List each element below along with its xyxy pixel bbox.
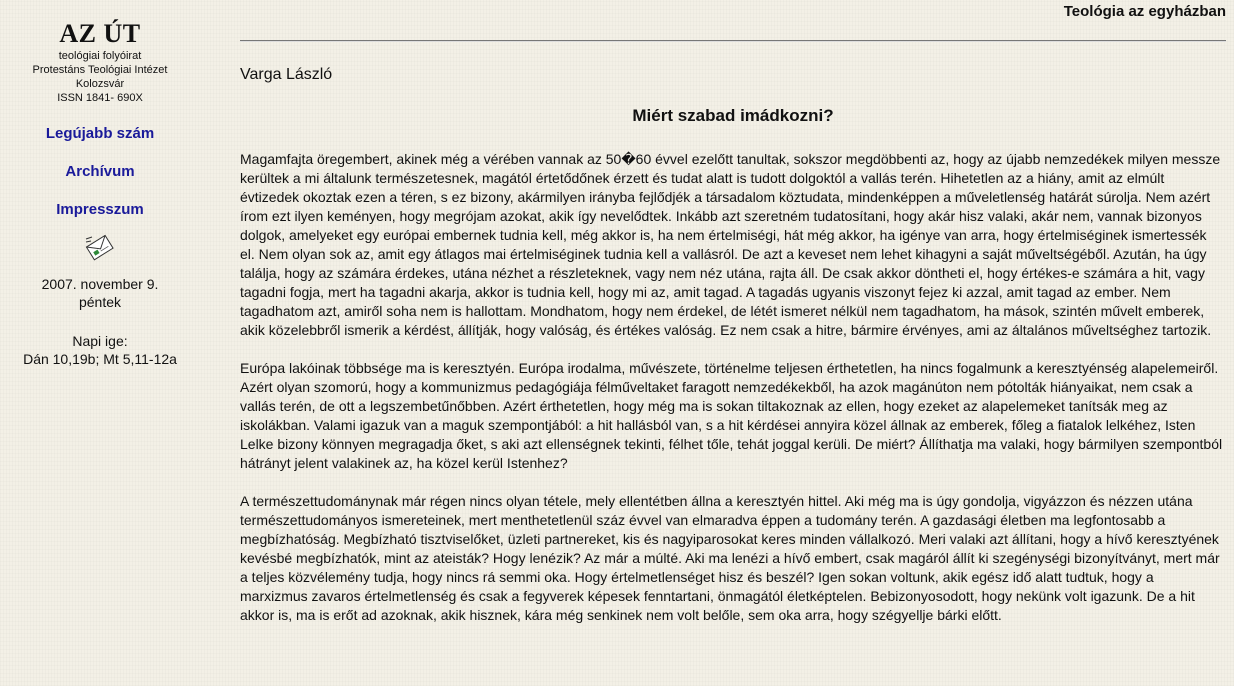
weekday-text: péntek [78, 294, 122, 310]
subtitle-issn: ISSN 1841- 690X [57, 92, 143, 104]
section-title: Teológia az egyházban [1063, 3, 1226, 20]
nav-archive[interactable]: Archívum [65, 163, 135, 180]
header-divider [240, 40, 1226, 42]
article-paragraph: Európa lakóinak többsége ma is keresztyén. Európa irodalma, művészete, történelme teljesen érthetetlen, ha nincs fogalmunk a keresztyénség alapelemeiről. Azért olyan szomorú, hogy a kommunizmus pedagógiája félműveltaket faragott nemzedékekből, ha azok magánúton nem pótolták hiányaikat, nem csak a vallás terén, de ott a legszembetűnőbben. Azért érthetetlen, hogy még ma is sokan tiltakoznak az ellen, hogy ezeket az alapelemeket tanítsák meg az iskolákban. Valami igazuk van a maguk szempontjából: a hit hallásból van, s a hit kérdései annyira közel állnak az emberek, főleg a fiatalok lelkéhez, Isten Lelke bizony könnyen megragadja őket, s aki azt ellenségnek tekinti, félhet tőle, tehát joggal kerüli. De miért? Állíthatja ma valaki, hogy bármilyen szempontból hátrányt jelent valakinek az, ha közel kerül Istenhez? [240, 360, 1223, 471]
mail-envelope-icon[interactable] [83, 231, 117, 263]
article-body [240, 150, 1224, 644]
date-block [0, 275, 200, 311]
daily-verse [0, 332, 200, 368]
article-paragraph: Magamfajta öregembert, akinek még a vérében vannak az 50�60 évvel ezelőtt tanultak, sokszor megdöbbenti az, hogy az újabb nemzedékek milyen messze kerültek a mi általunk természetesnek, magától értetődőnek érzett és tudat alatt is tudott dolgoktól a vallás terén. Hihetetlen az a hiány, amit az elmúlt évtizedek okoztak ezen a téren, s ez bizony, akármilyen irányba fejlődjék a társadalom köztudata, mindenképpen a műveletlenség határát súrolja. Nem azért írom ezt ilyen keményen, hogy megrójam azokat, akik így nevelődtek. Inkább azt szeretném tudatosítani, hogy akár hisz valaki, akár nem, vannak bizonyos dolgok, amelyeket egy európai embernek tudnia kell, még akkor is, ha nem értelmiségi, hát még akkor, ha igénye van arra, hogy értelmiséginek ismertessék el. Nem olyan sok az, amit egy átlagos mai értelmiséginek tudnia kell a vallásról. De azt a keveset nem lehet kihagyni a saját műveltségéből. Azután, ha úgy találja, hogy az számára érdekes, utána nézhet a részleteknek, vagy nem néz utána, rajta áll. De csak akkor döntheti el, hogy értékes-e számára a hit, vagy tagadni fogja, mert ha tagadni akarja, akkor is tudnia kell, hogy mi az, amit tagad. A tagadás ugyanis viszonyt fejez ki azzal, amit tagad az ember. Nem tagadhatom azt, amiről soha nem is hallottam. Mondhatom, hogy nem érdekel, de létét ismeret nélkül nem tagadhatom, ha mások, szintén művelt emberek, akik közelebbről ismerik a kérdést, állítják, hogy valóság, és értékes valóság. Ez nem csak a hitre, bármire érvényes, ami az általános műveltséghez tartozik. [240, 151, 1221, 338]
daily-verse-refs: Dán 10,19b; Mt 5,11-12a [23, 351, 177, 367]
subtitle-institute: Protestáns Teológiai Intézet [32, 64, 168, 76]
daily-verse-label: Napi ige: [72, 333, 128, 349]
site-title[interactable]: AZ ÚT [59, 19, 141, 48]
site-subtitle [0, 49, 200, 105]
subtitle-city: Kolozsvár [75, 78, 125, 90]
subtitle-journal: teológiai folyóirat [58, 50, 142, 62]
article-author: Varga László [240, 66, 333, 83]
date-text: 2007. november 9. [41, 276, 159, 292]
article-title: Miért szabad imádkozni? [632, 106, 834, 125]
article-paragraph: A természettudománynak már régen nincs olyan tétele, mely ellentétben állna a keresztyén hittel. Aki még ma is úgy gondolja, vigyázzon és nézzen utána természettudományos ismereteinek, mert menthetetlenül száz évvel van elmaradva éppen a tudomány terén. A gazdasági életben ma legfontosabb a megbízhatóság. Megbízható tisztviselőket, üzleti partnereket, kis és nagyiparosokat keres minden vállalkozó. Meri valaki azt állítani, hogy a hívő keresztyének kevésbé megbízhatók, mint az ateisták? Hogy lenézik? Az már a múlté. Aki ma lenézi a hívő embert, csak magáról állít ki szegénységi bizonyítványt, mert már a teljes közvélemény tudja, hogy nincs rá semmi oka. Hogy értelmetlenséget hisz és beszél? Igen sokan voltunk, akik egész idő alatt tudtuk, hogy a marxizmus zavaros értelmetlenség és csak a fegyverek képesek fenntartani, önmagától életképtelen. Bebizonyosodott, hogy nekünk volt igazunk. De a hit akkor is, ma is erőt ad azoknak, akik hisznek, kára még senkinek nem volt belőle, sem oka arra, hogy szégyellje bárki előtt. [240, 493, 1220, 623]
sidebar [0, 0, 200, 368]
nav-impressum[interactable]: Impresszum [56, 201, 144, 218]
nav-latest-issue[interactable]: Legújabb szám [45, 125, 155, 142]
